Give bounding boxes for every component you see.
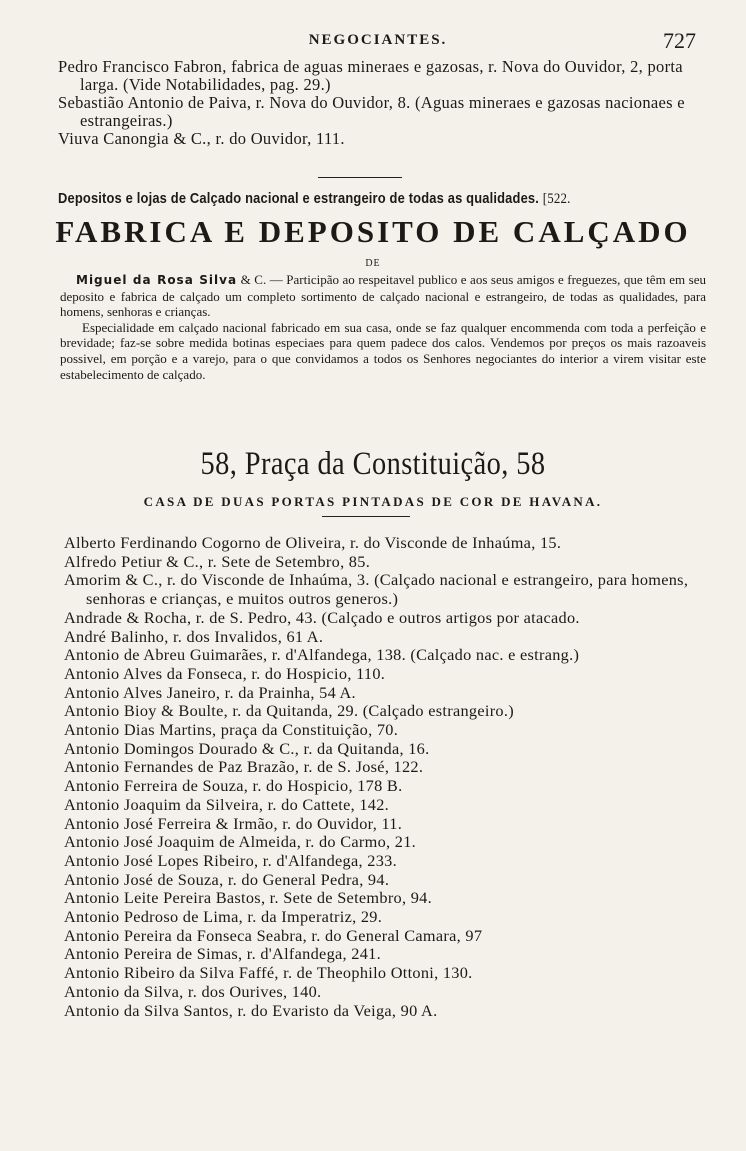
list-item: Antonio Alves da Fonseca, r. do Hospicio, 110. — [64, 663, 386, 683]
section-title: NEGOCIANTES. — [308, 32, 448, 48]
list-item: Antonio Ribeiro da Silva Faffé, r. de Theophilo Ottoni, 130. — [64, 963, 473, 983]
list-item: Antonio Joaquim da Silveira, r. do Cattete, 142. — [64, 794, 390, 814]
list-item: Antonio José Joaquim de Almeida, r. do Carmo, 21. — [64, 832, 417, 852]
list-item: Alfredo Petiur & C., r. Sete de Setembro, 85. — [64, 551, 371, 571]
list-item: Antonio Pereira da Fonseca Seabra, r. do General Camara, 97 — [64, 925, 483, 945]
list-item: Antonio José Ferreira & Irmão, r. do Ouvidor, 11. — [64, 813, 403, 833]
list-item: Antonio José de Souza, r. do General Pedra, 94. — [64, 869, 390, 889]
list-item: Antonio Fernandes de Paz Brazão, r. de S. José, 122. — [64, 757, 424, 777]
list-item: Antonio Pereira de Simas, r. d'Alfandega, 241. — [64, 944, 381, 964]
advertisement-paragraph: Especialidade em calçado nacional fabricado em sua casa, onde se faz qualquer encommenda com toda a perfeição e brevidade; faz-se sobre medida botinas especiaes para quem padece dos calos. Vendemos por preços os mais razoaveis possivel, em porção e a varejo, para o que convidamos a todos os Senhores negociantes do interior a virem visitar este estabelecimento de calçado. — [60, 319, 706, 382]
advertiser-name: Miguel da Rosa Silva — [76, 273, 238, 287]
list-item: Antonio Dias Martins, praça da Constituição, 70. — [64, 720, 399, 740]
advertisement-heading-text: Depositos e lojas de Calçado nacional e estrangeiro de todas as qualidades. — [58, 190, 540, 207]
list-item: Antonio da Silva Santos, r. do Evaristo da Veiga, 90 A. — [64, 1000, 438, 1020]
advertisement-intro: & C. — Participão ao respeitavel publico e aos seus amigos e freguezes, que têm em seu deposito e fabrica de calçado um completo sortimento de calçado nacional e estrangeiro, de todas as qualidades, para homens, senhoras e crianças. — [60, 272, 706, 320]
advertisement-number: [522. — [542, 191, 571, 207]
divider — [322, 516, 410, 517]
shop-note: CASA DE DUAS PORTAS PINTADAS DE COR DE HAVANA. — [143, 494, 603, 509]
list-item: Antonio de Abreu Guimarães, r. d'Alfandega, 138. (Calçado nac. e estrang.) — [64, 645, 580, 665]
advertisement-address: 58, Praça da Constituição, 58 — [200, 446, 546, 482]
advertisement-heading — [58, 190, 615, 208]
list-item: Antonio Leite Pereira Bastos, r. Sete de Setembro, 94. — [64, 888, 432, 908]
list-item: Antonio Pedroso de Lima, r. da Imperatriz, 29. — [64, 907, 383, 927]
advertisement-title: FABRICA E DEPOSITO DE CALÇADO — [55, 214, 691, 249]
list-item: Antonio Domingos Dourado & C., r. da Quitanda, 16. — [64, 738, 430, 758]
list-item: Antonio Ferreira de Souza, r. do Hospicio, 178 B. — [64, 776, 403, 796]
top-entries — [58, 58, 706, 148]
list-item: Pedro Francisco Fabron, fabrica de aguas mineraes e gazosas, r. Nova do Ouvidor, 2, porta larga. (Vide Notabilidades, pag. 29.) — [58, 57, 683, 94]
list-item: Amorim & C., r. do Visconde de Inhaúma, 3. (Calçado nacional e estrangeiro, para homens, senhoras e crianças, e muitos outros generos.) — [64, 570, 689, 609]
divider — [318, 177, 402, 178]
list-item: Viuva Canongia & C., r. do Ouvidor, 111. — [58, 129, 345, 148]
list-item: Andrade & Rocha, r. de S. Pedro, 43. (Calçado e outros artigos por atacado. — [64, 607, 580, 627]
list-item: Antonio Bioy & Boulte, r. da Quitanda, 29. (Calçado estrangeiro.) — [64, 701, 514, 721]
page-header — [60, 28, 696, 56]
advertisement-de: DE — [365, 258, 381, 269]
merchant-listing — [64, 534, 716, 1020]
list-item: Antonio José Lopes Ribeiro, r. d'Alfandega, 233. — [64, 850, 397, 870]
page-number: 727 — [663, 28, 696, 53]
list-item: André Balinho, r. dos Invalidos, 61 A. — [64, 626, 324, 646]
advertisement-body — [60, 272, 706, 382]
list-item: Sebastião Antonio de Paiva, r. Nova do Ouvidor, 8. (Aguas mineraes e gazosas nacionaes e estrangeiras.) — [58, 93, 685, 130]
list-item: Alberto Ferdinando Cogorno de Oliveira, r. do Visconde de Inhaúma, 15. — [64, 533, 562, 552]
list-item: Antonio Alves Janeiro, r. da Prainha, 54 A. — [64, 682, 356, 702]
list-item: Antonio da Silva, r. dos Ourives, 140. — [64, 981, 322, 1001]
